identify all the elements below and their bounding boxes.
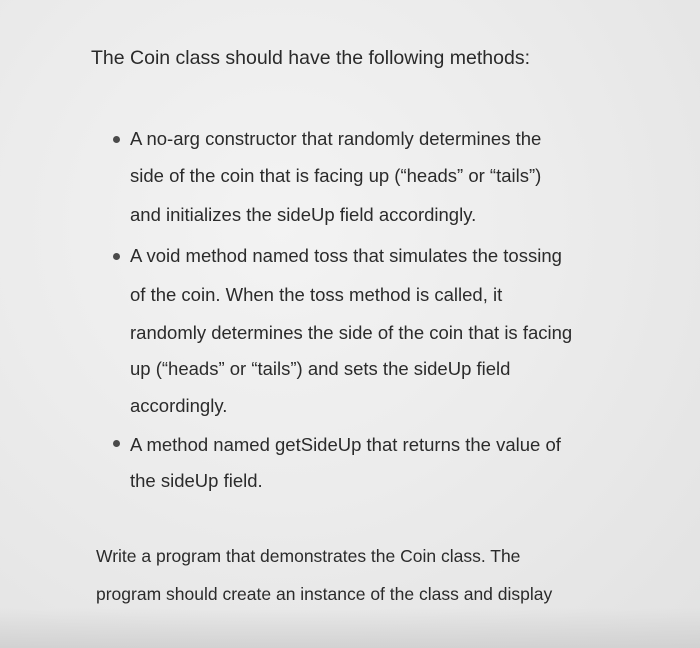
method-line: of the coin. When the toss method is called, it <box>130 284 503 305</box>
outro-line: program should create an instance of the class and display <box>96 584 553 604</box>
method-line: A method named getSideUp that returns the value of <box>130 434 561 455</box>
outro-line: Write a program that demonstrates the Coin class. The <box>96 546 521 566</box>
method-line: side of the coin that is facing up (“heads” or “tails”) <box>130 165 542 186</box>
method-line: A no-arg constructor that randomly determines the <box>130 128 542 149</box>
method-line: accordingly. <box>130 395 228 416</box>
photo-shadow <box>0 608 700 648</box>
method-line: the sideUp field. <box>130 470 263 491</box>
bullet-dot <box>113 253 120 260</box>
method-line: A void method named toss that simulates the tossing <box>130 245 562 266</box>
method-line: randomly determines the side of the coin that is facing <box>130 322 573 343</box>
intro-text: The Coin class should have the following methods: <box>91 47 530 69</box>
method-line: up (“heads” or “tails”) and sets the sideUp field <box>130 358 511 379</box>
method-line: and initializes the sideUp field accordingly. <box>130 204 477 225</box>
bullet-dot <box>113 440 120 447</box>
bullet-dot <box>113 136 120 143</box>
